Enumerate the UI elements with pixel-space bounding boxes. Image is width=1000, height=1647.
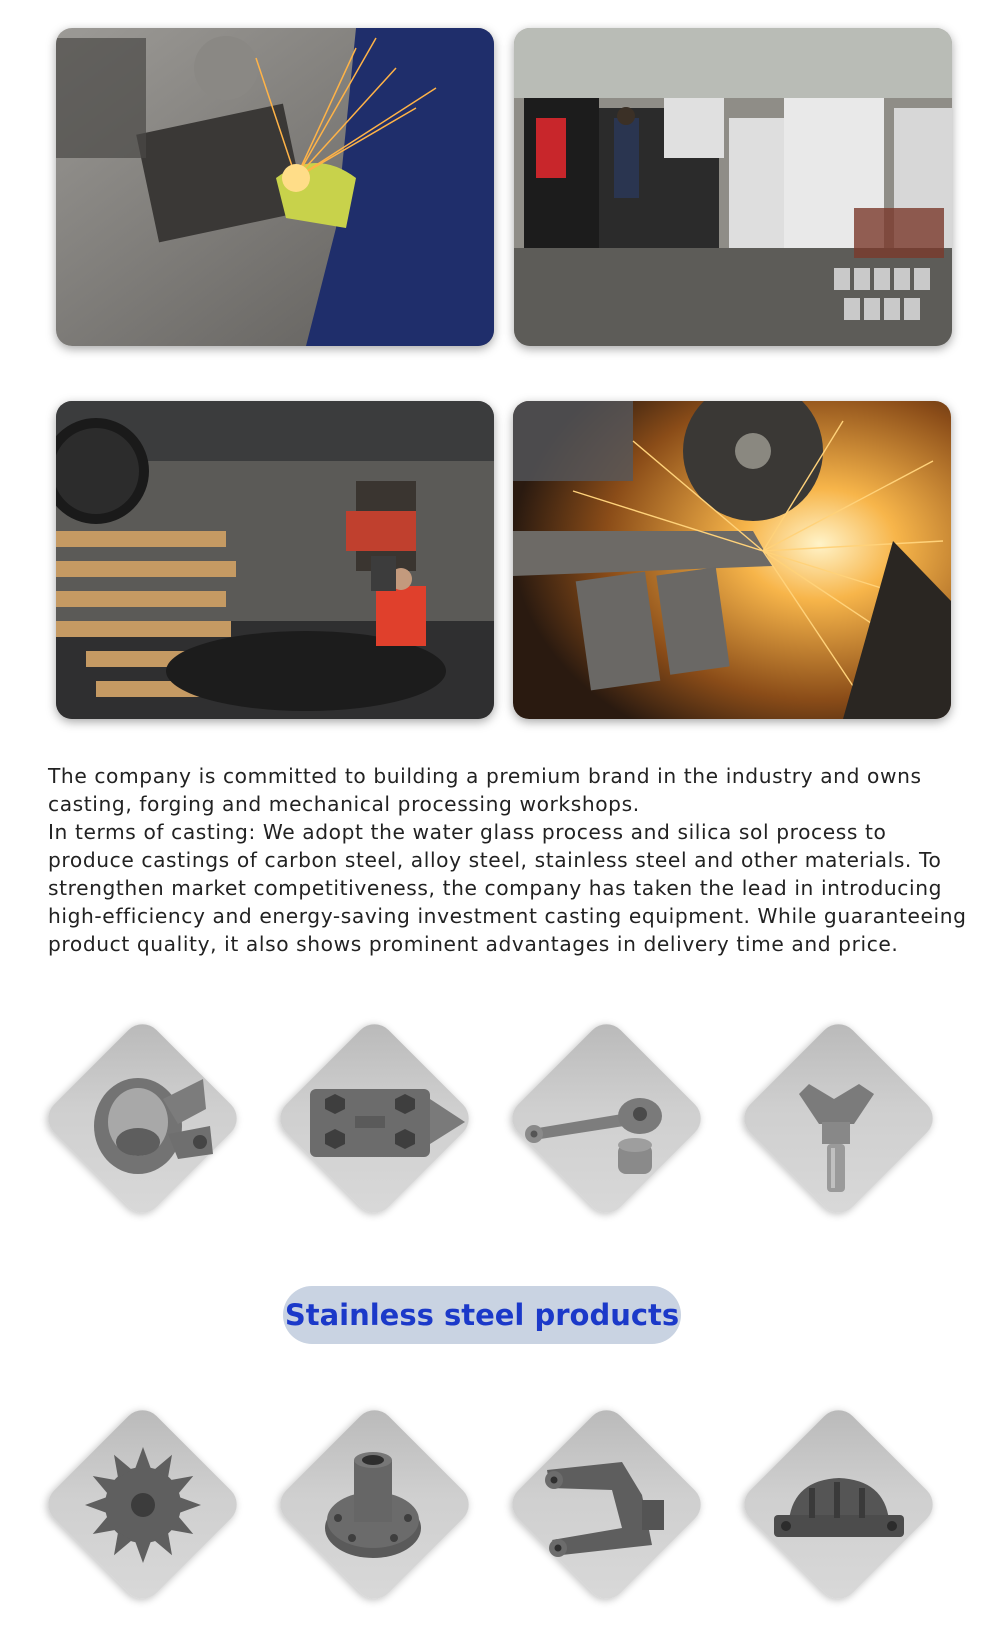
workshop-photo-cnc-machines <box>514 28 952 346</box>
product-star-wheel <box>38 1400 248 1610</box>
description-paragraph-2: In terms of casting: We adopt the water glass process and silica sol process to produce castings of carbon steel, alloy steel, stainless steel and other materials. To strengthen market competitiveness, the company has taken the lead in introducing high-efficiency and energy-saving investment casting equipment. While guaranteeing product quality, it also shows prominent advantages in delivery time and price. <box>48 820 967 956</box>
product-clevis-pin <box>734 1014 944 1224</box>
workshop-photo-cutting <box>513 401 951 719</box>
section-title-pill: Stainless steel products <box>283 1286 681 1344</box>
product-pipe-clamp <box>734 1400 944 1610</box>
workshop-photo-warehouse <box>56 401 494 719</box>
description-paragraph-1: The company is committed to building a premium brand in the industry and owns casting, forging and mechanical processing workshops. <box>48 764 922 816</box>
workshop-photo-grinding <box>56 28 494 346</box>
product-lever-arm <box>502 1014 712 1224</box>
product-hinge-plate <box>270 1014 480 1224</box>
product-flange <box>270 1400 480 1610</box>
product-bracket-casting <box>38 1014 248 1224</box>
product-fork-yoke <box>502 1400 712 1610</box>
company-description <box>48 762 968 958</box>
